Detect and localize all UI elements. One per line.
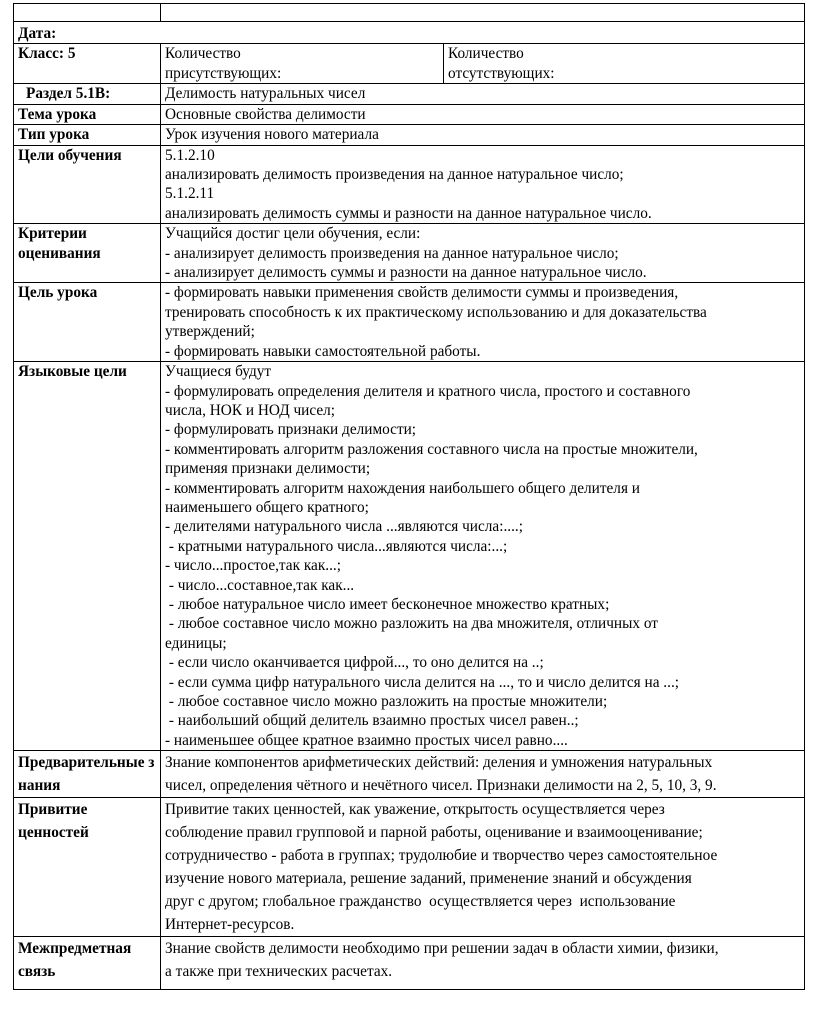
interdisciplinary-line: Знание свойств делимости необходимо при решении задач в области химии, физики,	[165, 940, 719, 958]
language-line: - число...составное,так как...	[165, 576, 355, 594]
goal-line: анализировать делимость произведения на данное натуральное число;	[165, 166, 624, 184]
criteria-row	[14, 224, 805, 283]
language-line: - любое натуральное число имеет бесконечное множество кратных;	[165, 595, 610, 613]
goal-line: 5.1.2.11	[165, 185, 215, 203]
prior-knowledge-value	[161, 751, 805, 798]
language-line: - формулировать определения делителя и кратного числа, простого и составного	[165, 382, 691, 400]
language-line: - если число оканчивается цифрой..., то оно делится на ..;	[165, 654, 544, 672]
lesson-goal-row	[14, 283, 805, 362]
language-line: Учащиеся будут	[165, 363, 272, 381]
interdisciplinary-value	[161, 937, 805, 990]
values-label: Привитие ценностей	[14, 798, 161, 937]
empty-cell	[161, 4, 805, 22]
language-line: единицы;	[165, 634, 227, 652]
language-line: - наибольший общий делитель взаимно простых чисел равен..;	[165, 712, 579, 730]
goal-line: 5.1.2.10	[165, 146, 215, 164]
section-value: Делимость натуральных чисел	[161, 84, 805, 104]
language-goals-value	[161, 362, 805, 751]
prior-knowledge-label: Предварительные знания	[14, 751, 161, 798]
lesson-type-label: Тип урока	[14, 125, 161, 145]
language-line: - если сумма цифр натурального числа делится на ..., то и число делится на ...;	[165, 673, 680, 691]
language-line: - наименьшее общее кратное взаимно простых чисел равно....	[165, 731, 568, 749]
values-line: друг с другом; глобальное гражданство осуществляется через использование	[165, 893, 676, 911]
empty-top-row	[14, 4, 805, 22]
lesson-plan-table	[13, 3, 805, 990]
present-count-label: Количество присутствующих:	[165, 45, 282, 82]
learning-goals-row	[14, 145, 805, 224]
language-line: применяя признаки делимости;	[165, 460, 371, 478]
values-value	[161, 798, 805, 937]
criteria-label: Критерии оценивания	[14, 224, 161, 283]
lesson-type-value: Урок изучения нового материала	[161, 125, 805, 145]
values-line: изучение нового материала, решение заданий, применение знаний и обсуждения	[165, 870, 692, 888]
interdisciplinary-line: а также при технических расчетах.	[165, 963, 393, 981]
values-line: соблюдение правил групповой и парной работы, оценивание и взаимооценивание;	[165, 824, 703, 842]
language-line: числа, НОК и НОД чисел;	[165, 401, 335, 419]
lesson-type-row	[14, 125, 805, 145]
absent-count-cell	[444, 44, 805, 84]
language-line: - любое составное число можно разложить на простые множители;	[165, 693, 608, 710]
lesson-goal-line: - формировать навыки самостоятельной работы.	[165, 342, 481, 360]
values-line: Интернет-ресурсов.	[165, 916, 295, 934]
interdisciplinary-row	[14, 937, 805, 990]
class-row	[14, 44, 805, 84]
class-label: Класс: 5	[14, 44, 161, 84]
prior-line: Знание компонентов арифметических действий: деления и умножения натуральных	[165, 754, 713, 772]
language-line: наименьшего общего кратного;	[165, 498, 369, 516]
prior-line: чисел, определения чётного и нечётного чисел. Признаки делимости на 2, 5, 10, 3, 9.	[165, 777, 717, 795]
values-line: сотрудничество - работа в группах; трудолюбие и творчество через самостоятельное	[165, 847, 718, 865]
empty-cell	[14, 4, 161, 22]
topic-label: Тема урока	[14, 104, 161, 124]
values-row	[14, 798, 805, 937]
lesson-goal-line: утверждений;	[165, 323, 255, 341]
criteria-line: - анализирует делимость произведения на данное натуральное число;	[165, 244, 619, 262]
topic-row	[14, 104, 805, 124]
lesson-goal-line: - формировать навыки применения свойств делимости суммы и произведения,	[165, 284, 679, 302]
values-line: Привитие таких ценностей, как уважение, открытость осуществляется через	[165, 801, 665, 819]
section-label: Раздел 5.1В:	[14, 84, 161, 104]
goal-line: анализировать делимость суммы и разности на данное натуральное число.	[165, 204, 652, 222]
learning-goals-value	[161, 145, 805, 224]
language-goals-label: Языковые цели	[14, 362, 161, 751]
language-line: - кратными натурального числа...являются числа:...;	[165, 537, 508, 555]
language-line: - делителями натурального числа ...являются числа:....;	[165, 518, 523, 536]
learning-goals-label: Цели обучения	[14, 145, 161, 224]
lesson-goal-line: тренировать способность к их практическому использованию и для доказательства	[165, 303, 707, 321]
date-label: Дата:	[14, 22, 805, 44]
criteria-line: - анализирует делимость суммы и разности на данное натуральное число.	[165, 264, 647, 282]
language-line: - любое составное число можно разложить на два множителя, отличных от	[165, 615, 658, 633]
language-line: - комментировать алгоритм нахождения наибольшего общего делителя и	[165, 479, 640, 497]
lesson-goal-label: Цель урока	[14, 283, 161, 362]
absent-count-label: Количество отсутствующих:	[448, 45, 555, 82]
language-line: - число...простое,так как...;	[165, 557, 341, 575]
language-line: - комментировать алгоритм разложения составного числа на простые множители,	[165, 440, 698, 458]
lesson-goal-value	[161, 283, 805, 362]
present-count-cell	[161, 44, 444, 84]
interdisciplinary-label: Межпредметная связь	[14, 937, 161, 990]
prior-knowledge-row	[14, 751, 805, 798]
date-row	[14, 22, 805, 44]
criteria-line: Учащийся достиг цели обучения, если:	[165, 225, 421, 243]
language-goals-row	[14, 362, 805, 751]
language-line: - формулировать признаки делимости;	[165, 421, 417, 439]
criteria-value	[161, 224, 805, 283]
topic-value: Основные свойства делимости	[161, 104, 805, 124]
section-row	[14, 84, 805, 104]
